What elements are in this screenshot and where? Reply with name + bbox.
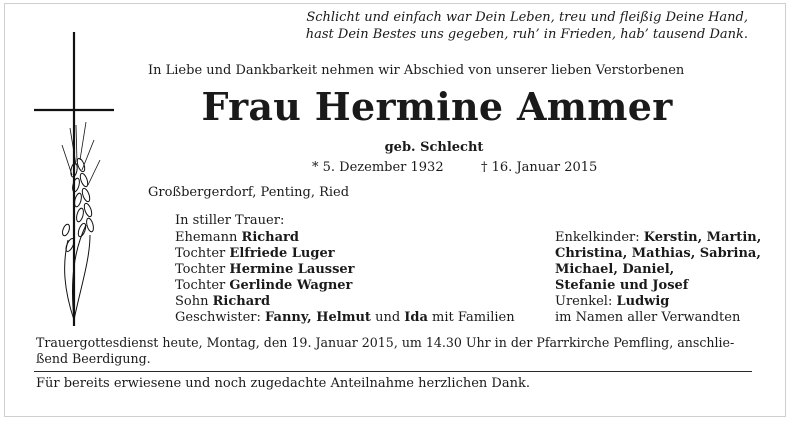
mourner-geschwister: Geschwister: Fanny, Helmut und Ida mit Familien [175, 310, 515, 325]
mourner-tochter-2: Tochter Hermine Lausser [175, 262, 355, 277]
place-line: Großbergerdorf, Penting, Ried [148, 185, 350, 200]
service-line-1: Trauergottesdienst heute, Montag, den 19. Januar 2015, um 14.30 Uhr in der Pfarrkirche Pemfling, anschlie- [36, 335, 735, 350]
death-date: † 16. Januar 2015 [481, 160, 598, 175]
deceased-name: Frau Hermine Ammer [201, 84, 673, 129]
grandchildren-line-4: Stefanie und Josef [555, 278, 689, 293]
cross-wheat-icon [30, 30, 130, 330]
poem-line-2: hast Dein Bestes uns gegeben, ruh’ in Frieden, hab’ tausend Dank. [305, 27, 748, 42]
mourner-tochter-1: Tochter Elfriede Luger [175, 246, 335, 261]
mourner-sohn: Sohn Richard [175, 294, 271, 309]
service-line-2: ßend Beerdigung. [36, 351, 151, 366]
grandchildren-line-3: Michael, Daniel, [555, 262, 675, 277]
mourner-ehemann: Ehemann Richard [175, 230, 299, 245]
poem-line-1: Schlicht und einfach war Dein Leben, treu und fleißig Deine Hand, [306, 10, 748, 25]
birth-date: * 5. Dezember 1932 [312, 160, 444, 175]
mourner-tochter-3: Tochter Gerlinde Wagner [175, 278, 353, 293]
grandchildren-line-1: Enkelkinder: Kerstin, Martin, [555, 230, 762, 245]
maiden-name: geb. Schlecht [384, 140, 484, 155]
thanks-line: Für bereits erwiesene und noch zugedachte Anteilnahme herzlichen Dank. [36, 376, 530, 391]
divider-line [34, 371, 752, 372]
all-relatives-line: im Namen aller Verwandten [555, 310, 741, 325]
grandchildren-line-2: Christina, Mathias, Sabrina, [555, 246, 761, 261]
mourners-heading: In stiller Trauer: [175, 213, 285, 228]
intro-text: In Liebe und Dankbarkeit nehmen wir Abschied von unserer lieben Verstorbenen [148, 63, 685, 78]
great-grandchildren: Urenkel: Ludwig [555, 294, 670, 309]
